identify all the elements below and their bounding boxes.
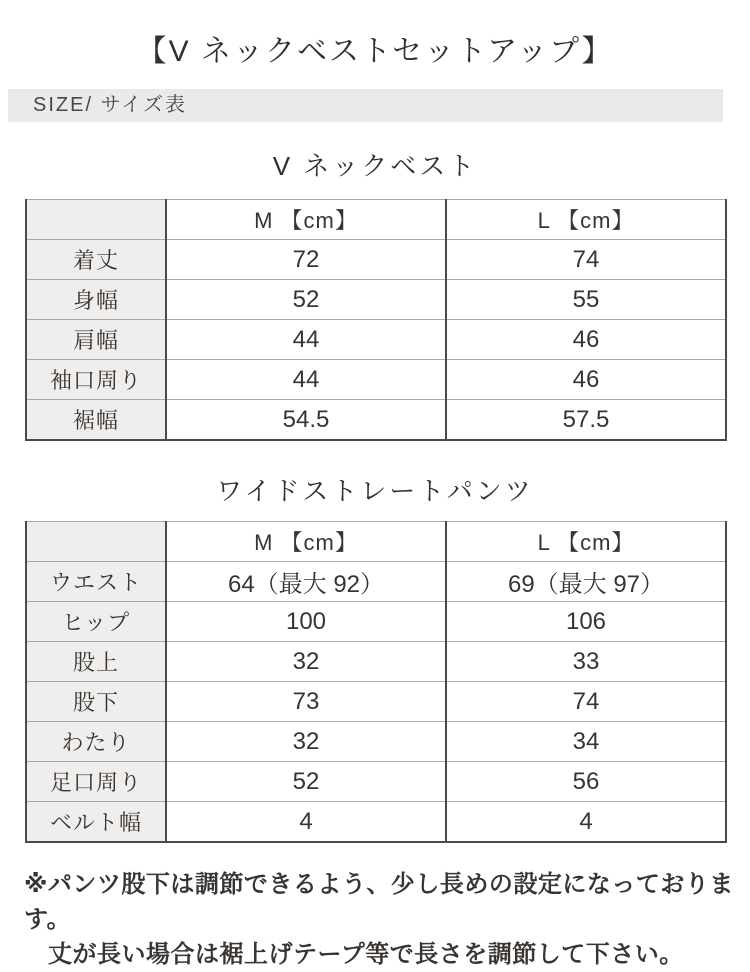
measurement-value-l: 56 <box>446 762 726 802</box>
column-header-m: M 【cm】 <box>166 200 446 240</box>
measurement-label: 足口周り <box>26 762 166 802</box>
column-header-l: L 【cm】 <box>446 200 726 240</box>
table-row <box>26 642 726 682</box>
measurement-value-m: 52 <box>166 280 446 320</box>
table-row <box>26 762 726 802</box>
table-row <box>26 722 726 762</box>
measurement-label: ベルト幅 <box>26 802 166 843</box>
measurement-value-l: 106 <box>446 602 726 642</box>
measurement-label: 袖口周り <box>26 360 166 400</box>
measurement-value-m: 64（最大 92） <box>166 562 446 602</box>
vest-table-title: V ネックベスト <box>272 151 478 181</box>
measurement-value-m: 52 <box>166 762 446 802</box>
table-row <box>26 802 726 843</box>
table-header-row <box>26 522 726 562</box>
footnote-line-1: ※パンツ股下は調節できるよう、少し長めの設定になっております。 <box>24 871 734 933</box>
table-row <box>26 562 726 602</box>
measurement-value-m: 4 <box>166 802 446 843</box>
measurement-value-l: 57.5 <box>446 400 726 441</box>
measurement-value-l: 74 <box>446 240 726 280</box>
measurement-value-m: 32 <box>166 722 446 762</box>
pants-table-title: ワイドストレートパンツ <box>216 476 534 506</box>
table-header-row <box>26 200 726 240</box>
measurement-value-m: 32 <box>166 642 446 682</box>
measurement-label: 裾幅 <box>26 400 166 441</box>
measurement-value-m: 72 <box>166 240 446 280</box>
corner-cell <box>26 522 166 562</box>
measurement-label: 着丈 <box>26 240 166 280</box>
measurement-value-m: 73 <box>166 682 446 722</box>
measurement-label: 身幅 <box>26 280 166 320</box>
column-header-m: M 【cm】 <box>166 522 446 562</box>
table-row <box>26 400 726 441</box>
measurement-value-l: 46 <box>446 320 726 360</box>
measurement-value-l: 74 <box>446 682 726 722</box>
table-row <box>26 360 726 400</box>
measurement-value-m: 44 <box>166 360 446 400</box>
measurement-value-l: 33 <box>446 642 726 682</box>
pants-size-table <box>25 521 727 843</box>
corner-cell <box>26 200 166 240</box>
measurement-value-l: 4 <box>446 802 726 843</box>
table-row <box>26 320 726 360</box>
column-header-l: L 【cm】 <box>446 522 726 562</box>
table-row <box>26 240 726 280</box>
measurement-value-l: 34 <box>446 722 726 762</box>
measurement-value-l: 69（最大 97） <box>446 562 726 602</box>
measurement-label: 股下 <box>26 682 166 722</box>
table-row <box>26 280 726 320</box>
measurement-label: 股上 <box>26 642 166 682</box>
table-row <box>26 682 726 722</box>
measurement-label: ウエスト <box>26 562 166 602</box>
vest-size-table <box>25 199 727 441</box>
measurement-value-l: 46 <box>446 360 726 400</box>
measurement-value-l: 55 <box>446 280 726 320</box>
footnote-line-2: 丈が長い場合は裾上げテープ等で長さを調節して下さい。 <box>48 941 684 968</box>
measurement-label: 肩幅 <box>26 320 166 360</box>
measurement-label: わたり <box>26 722 166 762</box>
table-row <box>26 602 726 642</box>
measurement-value-m: 100 <box>166 602 446 642</box>
measurement-value-m: 54.5 <box>166 400 446 441</box>
measurement-label: ヒップ <box>26 602 166 642</box>
page-title: 【V ネックベストセットアップ】 <box>136 35 614 68</box>
footnote <box>24 867 750 972</box>
size-section-header: SIZE/ サイズ表 <box>8 89 723 122</box>
measurement-value-m: 44 <box>166 320 446 360</box>
